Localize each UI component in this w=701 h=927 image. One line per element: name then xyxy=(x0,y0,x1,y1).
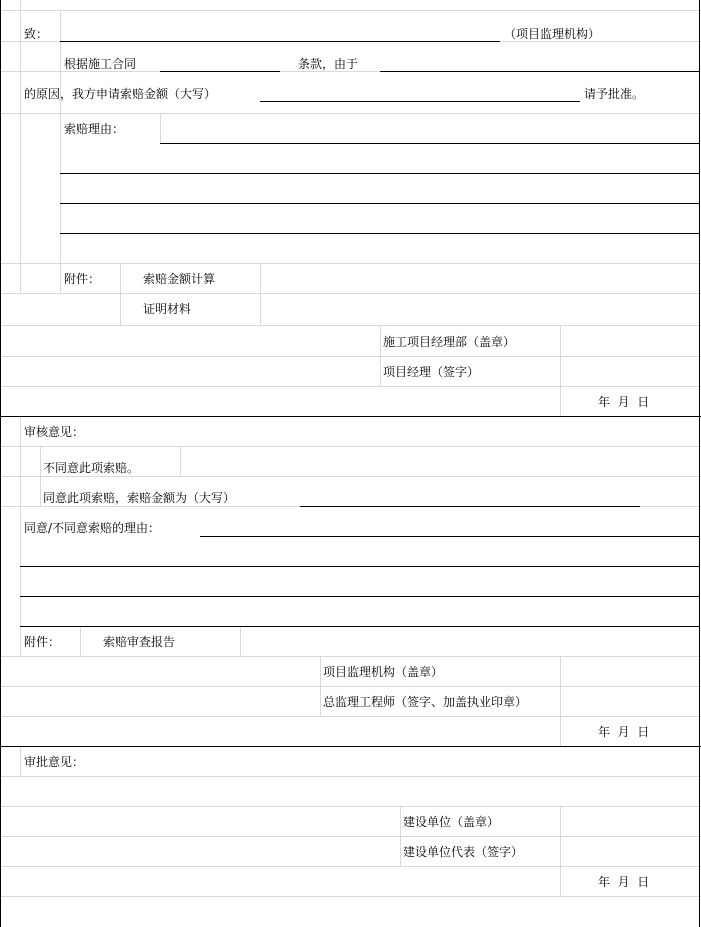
owner-seal-label: 建设单位（盖章） xyxy=(403,815,500,829)
date-label-1: 年 月 日 xyxy=(598,395,650,409)
attachment-review-report: 索赔审查报告 xyxy=(103,635,176,649)
please-approve-text: 请予批准。 xyxy=(584,87,645,101)
project-manager-sign-label: 项目经理（签字） xyxy=(383,365,480,379)
date-label-2: 年 月 日 xyxy=(598,725,650,739)
attachments-label: 附件： xyxy=(64,272,101,286)
review-attachments-label: 附件： xyxy=(24,635,61,649)
contract-basis-text: 根据施工合同 xyxy=(64,57,137,71)
review-agree-amount-option: 同意此项索赔，索赔金额为（大写） xyxy=(43,491,236,505)
attachment-proof-materials: 证明材料 xyxy=(143,302,192,316)
date-label-3: 年 月 日 xyxy=(598,875,650,889)
owner-rep-sign-label: 建设单位代表（签字） xyxy=(403,845,524,859)
contractor-dept-seal-label: 施工项目经理部（盖章） xyxy=(383,335,516,349)
clause-due-to-text: 条款，由于 xyxy=(298,57,359,71)
supervision-seal-label: 项目监理机构（盖章） xyxy=(323,665,444,679)
claim-reason-label: 索赔理由： xyxy=(64,122,125,136)
reason-apply-amount-text: 的原因，我方申请索赔金额（大写） xyxy=(24,87,217,101)
approval-title: 审批意见： xyxy=(24,755,85,769)
chief-engineer-sign-label: 总监理工程师（签字、加盖执业印章） xyxy=(323,695,528,709)
to-label: 致： xyxy=(24,27,49,41)
review-disagree-option: 不同意此项索赔。 xyxy=(43,461,140,475)
review-reason-label: 同意/不同意索赔的理由： xyxy=(24,521,161,535)
supervision-org-suffix: （项目监理机构） xyxy=(504,27,601,41)
review-title: 审核意见： xyxy=(24,425,85,439)
attachment-claim-calculation: 索赔金额计算 xyxy=(143,272,216,286)
